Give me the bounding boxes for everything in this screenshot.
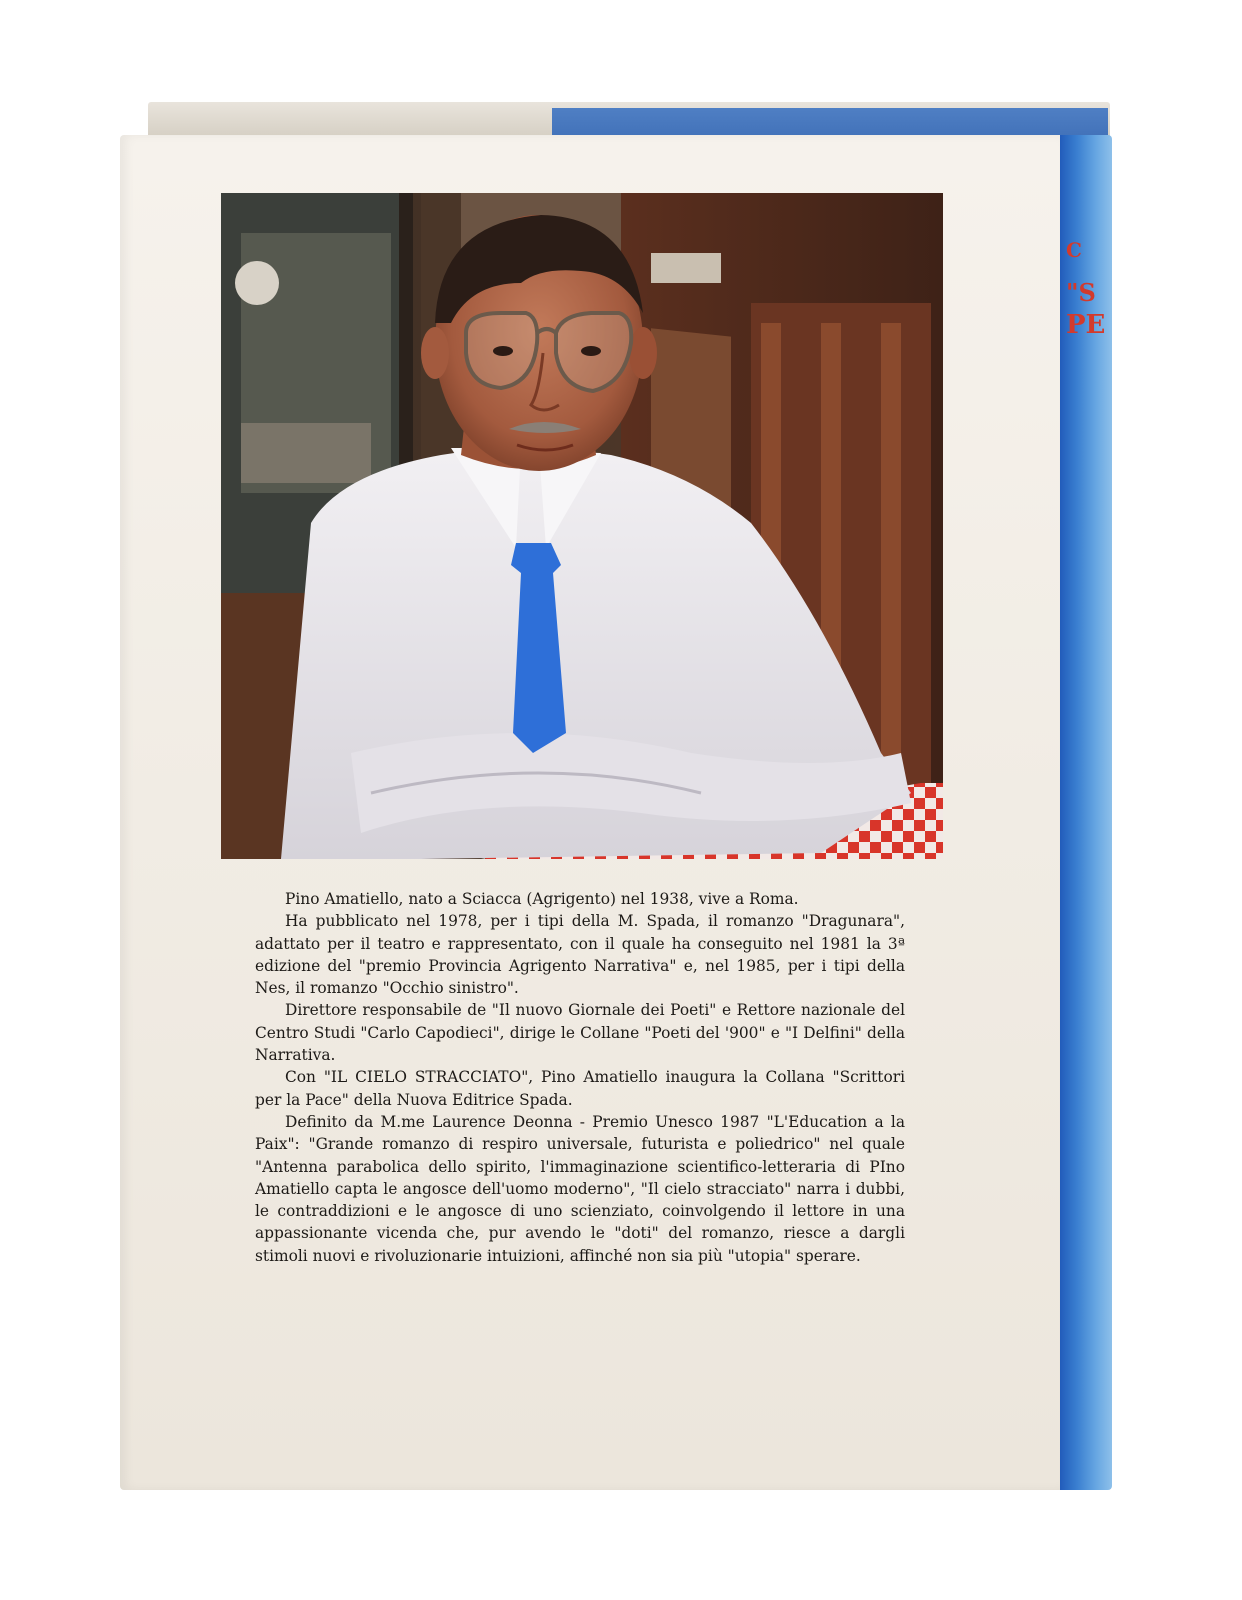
bio-paragraph: Ha pubblicato nel 1978, per i tipi della M. Spada, il romanzo "Dragunara", adattato per il teatro e rappresentato, con il quale ha conseguito nel 1981 la 3ª edizione del "premio Provincia Agrigento Narrativa" e, nel 1985, per i tipi della Nes, il romanzo "Occhio sinistro". [255,912,905,998]
front-cover-text-3: PE [1066,310,1106,340]
bio-paragraph: Con "IL CIELO STRACCIATO", Pino Amatiello inaugura la Collana "Scrittori per la Pace" della Nuova Editrice Spada. [255,1068,905,1109]
author-photo-illustration [221,193,943,859]
front-cover-text-2: "S [1066,278,1096,307]
bio-paragraph: Definito da M.me Laurence Deonna - Premio Unesco 1987 "L'Education a la Paix": "Grande romanzo di respiro universale, futurista e poliedrico" nel quale "Antenna parabolica dello spirito, l'immaginazione scientifico-letteraria di PIno Amatiello capta le angosce dell'uomo moderno", "Il cielo stracciato" narra i dubbi, le contraddizioni e le angosce di uno scienziato, coinvolgendo il lettore in una appassionante vicenda che, pur avendo le "doti" del romanzo, riesce a dargli stimoli nuovi e rivoluzionarie intuizioni, affinché non sia più "utopia" sperare. [255,1112,905,1265]
bio-paragraph: Pino Amatiello, nato a Sciacca (Agrigento) nel 1938, vive a Roma. [285,890,799,908]
bio-paragraph: Direttore responsabile de "Il nuovo Giornale dei Poeti" e Rettore nazionale del Centro Studi "Carlo Capodieci", dirige le Collane "Poeti del '900" e "I Delfini" della Narrativa. [255,1001,905,1065]
front-cover-text-1: C [1066,238,1082,262]
author-photo [221,193,943,859]
author-biography [255,888,905,1267]
